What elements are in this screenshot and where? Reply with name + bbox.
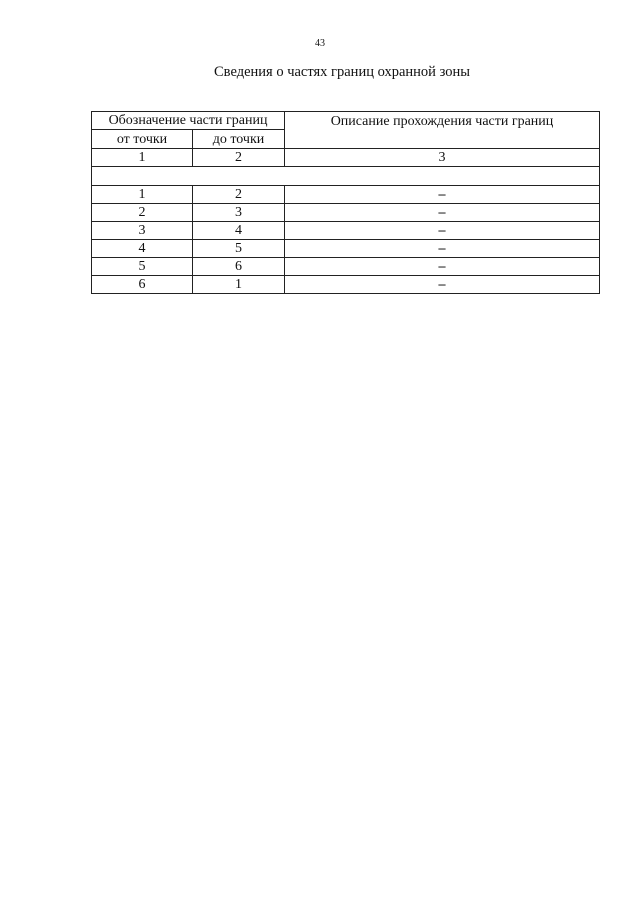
from-point-cell: 6: [92, 276, 193, 294]
to-point-cell: 4: [193, 222, 285, 240]
to-point-cell: 1: [193, 276, 285, 294]
description-cell: –: [285, 258, 600, 276]
table-row: [92, 240, 600, 258]
blank-cell: [92, 167, 600, 186]
description-cell: –: [285, 240, 600, 258]
table-row: [92, 258, 600, 276]
to-point-cell: 6: [193, 258, 285, 276]
from-point-header: от точки: [92, 130, 193, 149]
description-cell: –: [285, 222, 600, 240]
description-header: Описание прохождения части границ: [285, 112, 600, 149]
description-cell: –: [285, 186, 600, 204]
from-point-cell: 4: [92, 240, 193, 258]
to-point-header: до точки: [193, 130, 285, 149]
from-point-cell: 1: [92, 186, 193, 204]
boundary-parts-table: [91, 111, 600, 294]
table-row: [92, 276, 600, 294]
description-cell: –: [285, 204, 600, 222]
column-number: 1: [92, 149, 193, 167]
from-point-cell: 2: [92, 204, 193, 222]
page-number: 43: [315, 38, 325, 49]
description-cell: –: [285, 276, 600, 294]
page-title: Сведения о частях границ охранной зоны: [214, 64, 470, 80]
column-number-row: [92, 149, 600, 167]
to-point-cell: 2: [193, 186, 285, 204]
column-number: 2: [193, 149, 285, 167]
blank-row: [92, 167, 600, 186]
table-row: [92, 204, 600, 222]
from-point-cell: 3: [92, 222, 193, 240]
to-point-cell: 3: [193, 204, 285, 222]
to-point-cell: 5: [193, 240, 285, 258]
table-row: [92, 186, 600, 204]
from-point-cell: 5: [92, 258, 193, 276]
table-row: [92, 222, 600, 240]
column-number: 3: [285, 149, 600, 167]
boundary-designation-header: Обозначение части границ: [92, 112, 285, 130]
